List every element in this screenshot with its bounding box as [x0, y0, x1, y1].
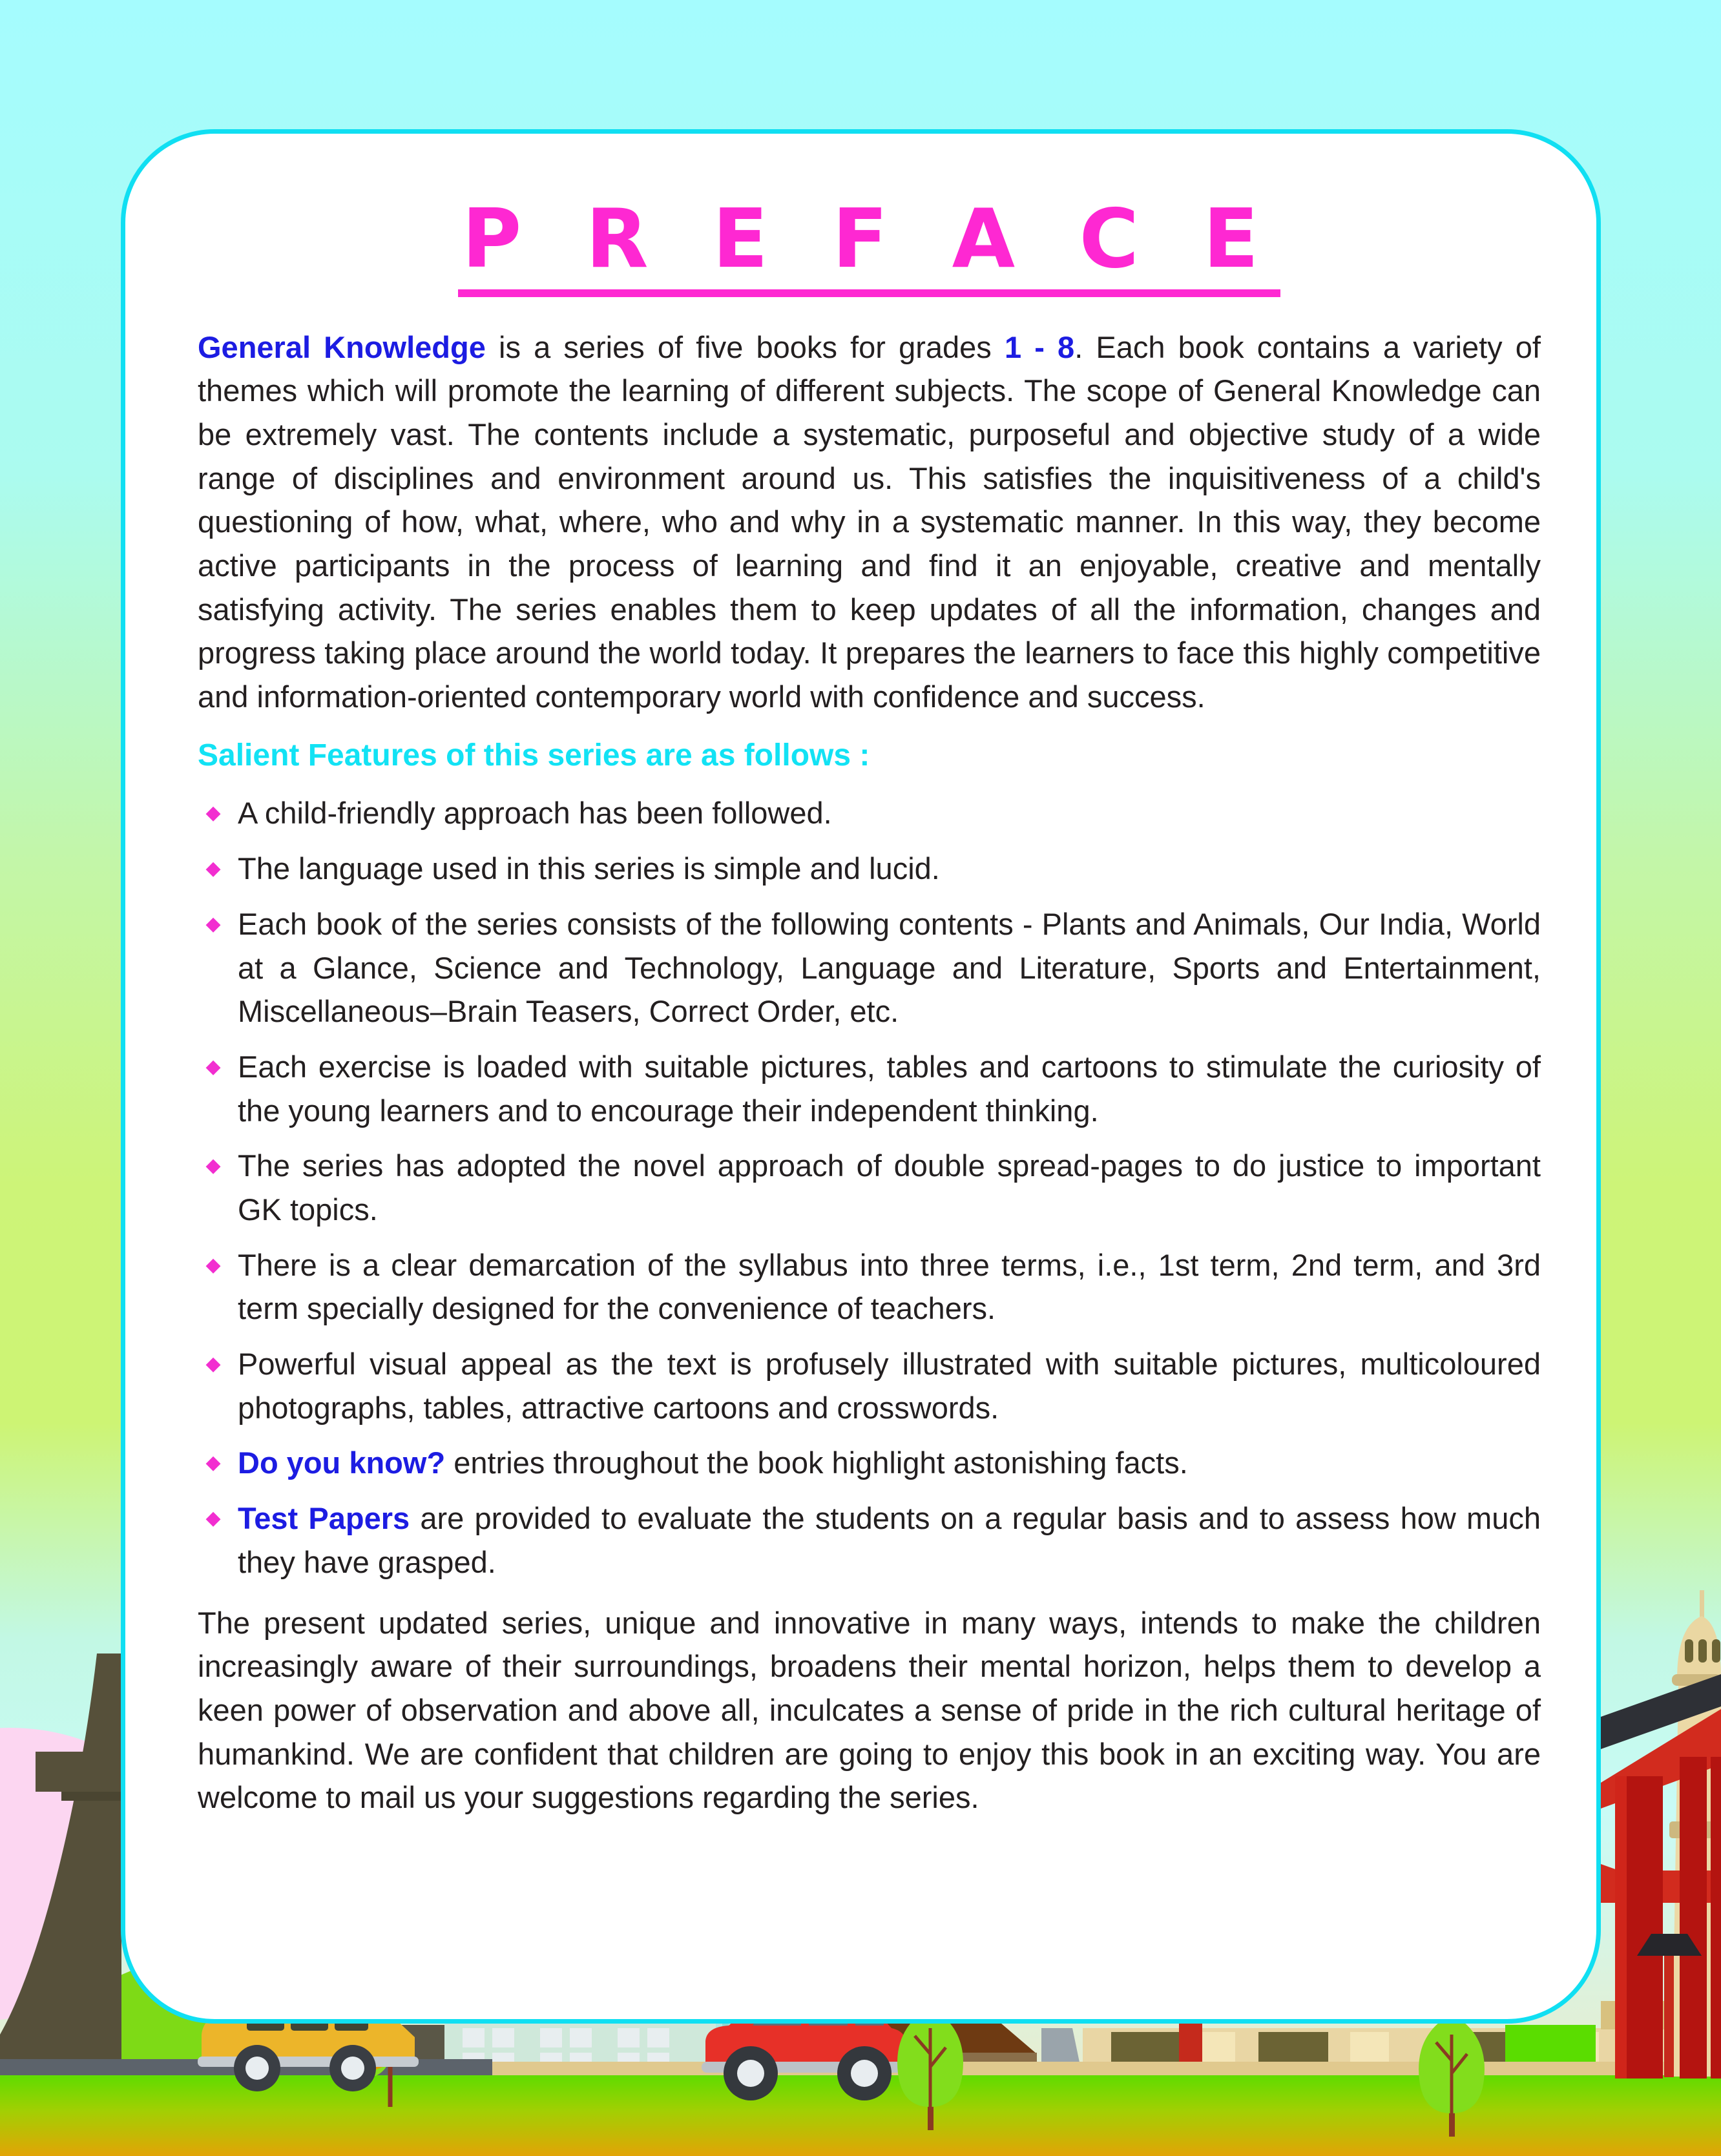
diamond-bullet-icon: ◆	[205, 1056, 221, 1078]
item-lead: Test Papers	[238, 1501, 410, 1536]
item-text: A child-friendly approach has been followed.	[238, 796, 832, 831]
list-item	[198, 791, 1541, 835]
torii-gate-icon	[1601, 1674, 1721, 2078]
item-text: There is a clear demarcation of the syllabus into three terms, i.e., 1st term, 2nd term, and 3rd term specially designed for the convenience of teachers.	[238, 1247, 1541, 1326]
item-text: Powerful visual appeal as the text is profusely illustrated with suitable pictures, multicoloured photographs, tables, attractive cartoons and crosswords.	[238, 1347, 1541, 1425]
diamond-bullet-icon: ◆	[205, 1353, 221, 1375]
list-item	[198, 1045, 1541, 1132]
intro-segment: . Each book contains a variety of themes which will promote the learning of different subjects. The scope of General Knowledge can be extremely vast. The contents include a systematic, purposeful and objective study of a wide range of disciplines and environment around us. This satisfies the inquisitiveness of a child's questioning of how, what, where, who and why in a systematic manner. In this way, they become active participants in the process of learning and find it an enjoyable, creative and mentally satisfying activity. The series enables them to keep updates of all the information, changes and progress taking place around the world today. It prepares the learners to face this highly competitive and information-oriented contemporary world with confidence and success.	[198, 329, 1541, 714]
diamond-bullet-icon: ◆	[205, 1155, 221, 1177]
intro-segment: is a series of five books for grades	[485, 329, 1005, 364]
diamond-bullet-icon: ◆	[205, 1508, 221, 1529]
list-item	[198, 902, 1541, 1033]
item-text: The series has adopted the novel approach of double spread-pages to do justice to important GK topics.	[238, 1148, 1541, 1227]
list-item	[198, 847, 1541, 891]
item-text: Each book of the series consists of the following contents - Plants and Animals, Our India, World at a Glance, Science and Technology, Language and Literature, Sports and Entertainment, Miscellaneous–Brain Teasers, Correct Order, etc.	[238, 907, 1541, 1029]
list-item	[198, 1342, 1541, 1429]
intro-paragraph	[198, 326, 1541, 719]
diamond-bullet-icon: ◆	[205, 802, 221, 824]
diamond-bullet-icon: ◆	[205, 913, 221, 935]
list-item	[198, 1144, 1541, 1231]
diamond-bullet-icon: ◆	[205, 1452, 221, 1474]
grades-text: 1 - 8	[1004, 329, 1075, 364]
item-lead: Do you know?	[238, 1446, 446, 1480]
item-text: entries throughout the book highlight astonishing facts.	[445, 1446, 1188, 1480]
series-name-text: General Knowledge	[198, 329, 486, 364]
closing-paragraph: The present updated series, unique and innovative in many ways, intends to make the children increasingly aware of their surroundings, broadens their mental horizon, helps them to develop a keen power of observation and above all, inculcates a sense of pride in the rich cultural heritage of humankind. We are confident that children are going to enjoy this book in an exciting way. You are welcome to mail us your suggestions regarding the series.	[198, 1605, 1541, 1815]
item-text: Each exercise is loaded with suitable pictures, tables and cartoons to stimulate the curiosity of the young learners and to encourage their independent thinking.	[238, 1050, 1541, 1128]
features-heading: Salient Features of this series are as follows :	[198, 738, 870, 772]
features-list	[198, 791, 1541, 1584]
diamond-bullet-icon: ◆	[205, 858, 221, 880]
list-item	[198, 1243, 1541, 1331]
list-item	[198, 1441, 1541, 1485]
item-text: The language used in this series is simple and lucid.	[238, 851, 940, 886]
page-title: P R E F A C E	[458, 194, 1280, 297]
item-text: are provided to evaluate the students on a regular basis and to assess how much they have grasped.	[238, 1501, 1541, 1580]
preface-card	[121, 129, 1601, 2024]
list-item	[198, 1497, 1541, 1584]
diamond-bullet-icon: ◆	[205, 1254, 221, 1276]
